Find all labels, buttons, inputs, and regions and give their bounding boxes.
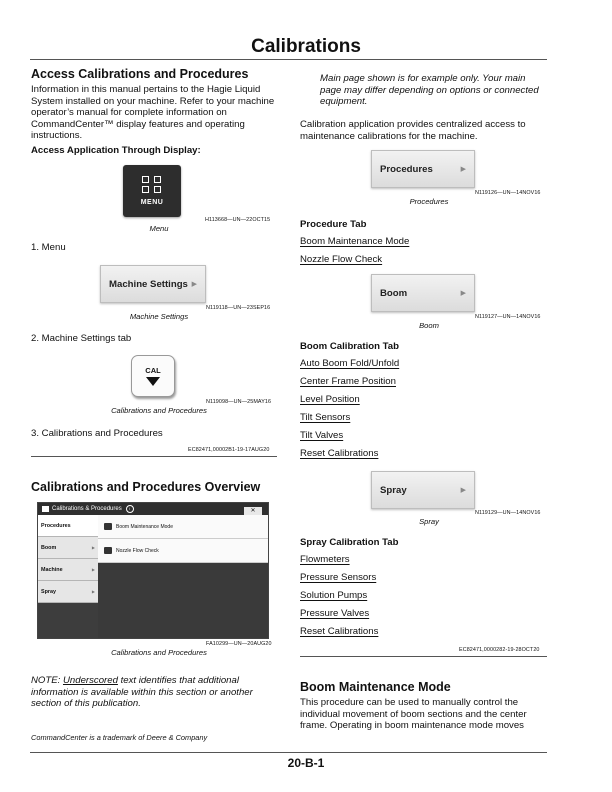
figure-code: N119127—UN—14NOV16 [475,314,541,320]
tab-procedures[interactable]: Procedures [38,515,98,537]
link-boom-maintenance-mode[interactable]: Boom Maintenance Mode [300,236,410,247]
procedure-tab-heading: Procedure Tab [300,219,367,230]
link-reset-calibrations-spray[interactable]: Reset Calibrations [300,626,379,637]
menu-icon-label: MENU [140,199,164,206]
link-pressure-valves[interactable]: Pressure Valves [300,608,370,619]
link-level-position[interactable]: Level Position [300,394,360,405]
list-item[interactable]: Boom Maintenance Mode [98,515,268,539]
machine-settings-label: Machine Settings [109,278,188,290]
procedures-button-figure [371,150,475,188]
overview-heading: Calibrations and Procedures Overview [31,480,261,494]
link-reset-calibrations-boom[interactable]: Reset Calibrations [300,448,379,459]
figure-caption: Menu [149,224,169,233]
figure-code: N119118—UN—23SEP16 [206,305,271,311]
section-rule [300,656,547,657]
link-auto-boom-fold[interactable]: Auto Boom Fold/Unfold [300,358,400,369]
figure-caption: Calibrations and Procedures [111,406,207,415]
figure-code: H113668—UN—22OCT15 [205,217,271,223]
title-rule [30,59,547,60]
cal-app-text: Calibration application provides centralized access to maintenance calibrations for the machine. [300,119,526,142]
chevron-right-icon: ▶ [91,545,95,550]
chevron-right-icon: ▶ [91,589,95,594]
nozzle-icon [104,547,112,554]
arrow-down-icon [146,377,160,386]
overview-header [38,503,268,515]
chevron-right-icon: ▶ [460,487,466,494]
access-intro: Information in this manual pertains to the Hagie Liquid System installed on your machine. Refer to your machine operator’s manual for complete information on CommandCenter™ display features and operating instructions. [31,84,275,142]
figure-code: N119098—UN—25MAY16 [206,399,272,405]
page-number: 20-B-1 [287,756,325,770]
link-flowmeters[interactable]: Flowmeters [300,554,350,565]
link-tilt-sensors[interactable]: Tilt Sensors [300,412,351,423]
figure-caption: Procedures [409,197,449,206]
display-subheading: Access Application Through Display: [31,145,201,156]
overview-header-title: Calibrations & Procedures [52,506,122,512]
boom-mode-heading: Boom Maintenance Mode [300,680,451,694]
step-1: 1. Menu [31,242,66,253]
access-heading: Access Calibrations and Procedures [31,67,249,81]
boom-label: Boom [380,287,408,299]
procedures-label: Procedures [380,163,433,175]
figure-caption: Spray [419,517,439,526]
footer-rule [30,752,547,753]
grid-icon [142,176,163,193]
info-icon: i [126,505,134,513]
figure-code: N119126—UN—14NOV16 [475,190,541,196]
boom-mode-text: This procedure can be used to manually control the individual movement of boom sections and the center frame. Operating in boom maintenance mode moves [300,697,527,732]
link-pressure-sensors[interactable]: Pressure Sensors [300,572,377,583]
overview-screenshot [37,502,269,639]
overview-content [98,515,268,638]
cal-icon-label: CAL [145,366,161,375]
spray-tab-heading: Spray Calibration Tab [300,537,399,548]
machine-settings-button-figure [100,265,206,303]
spray-button-figure [371,471,475,509]
chevron-right-icon: ▶ [460,290,466,297]
close-icon[interactable]: ✕ [244,507,262,516]
tab-spray[interactable]: Spray ▶ [38,581,98,603]
example-note: Main page shown is for example only. Your main page may differ depending on options or connected equipment. [320,73,539,108]
tab-machine[interactable]: Machine ▶ [38,559,98,581]
tool-icon [104,523,112,530]
chevron-right-icon: ▶ [191,281,197,288]
link-tilt-valves[interactable]: Tilt Valves [300,430,344,441]
cal-icon [131,355,175,397]
note-text: NOTE: Underscored text identifies that additional information is available within this section or another section of this publication. [31,675,253,710]
section-code: EC82471,0000282-19-28OCT20 [459,647,540,653]
figure-code: FA10299—UN—20AUG20 [206,641,272,647]
chevron-right-icon: ▶ [460,166,466,173]
figure-caption: Machine Settings [129,312,189,321]
link-solution-pumps[interactable]: Solution Pumps [300,590,368,601]
figure-code: N119129—UN—14NOV16 [475,510,541,516]
tab-boom[interactable]: Boom ▶ [38,537,98,559]
section-code: EC82471,00002B1-19-17AUG20 [188,447,270,453]
overview-sidebar [38,515,98,638]
step-3: 3. Calibrations and Procedures [31,428,163,439]
figure-caption: Calibrations and Procedures [111,648,207,657]
spray-label: Spray [380,484,407,496]
trademark-note: CommandCenter is a trademark of Deere & Company [31,733,208,742]
list-item[interactable]: Nozzle Flow Check [98,539,268,563]
menu-icon [123,165,181,217]
link-nozzle-flow-check[interactable]: Nozzle Flow Check [300,254,383,265]
boom-tab-heading: Boom Calibration Tab [300,341,399,352]
step-2: 2. Machine Settings tab [31,333,132,344]
app-icon [42,506,49,512]
chevron-right-icon: ▶ [91,567,95,572]
link-center-frame-position[interactable]: Center Frame Position [300,376,396,387]
page-title: Calibrations [251,36,361,57]
boom-button-figure [371,274,475,312]
figure-caption: Boom [419,321,439,330]
section-rule [31,456,277,457]
